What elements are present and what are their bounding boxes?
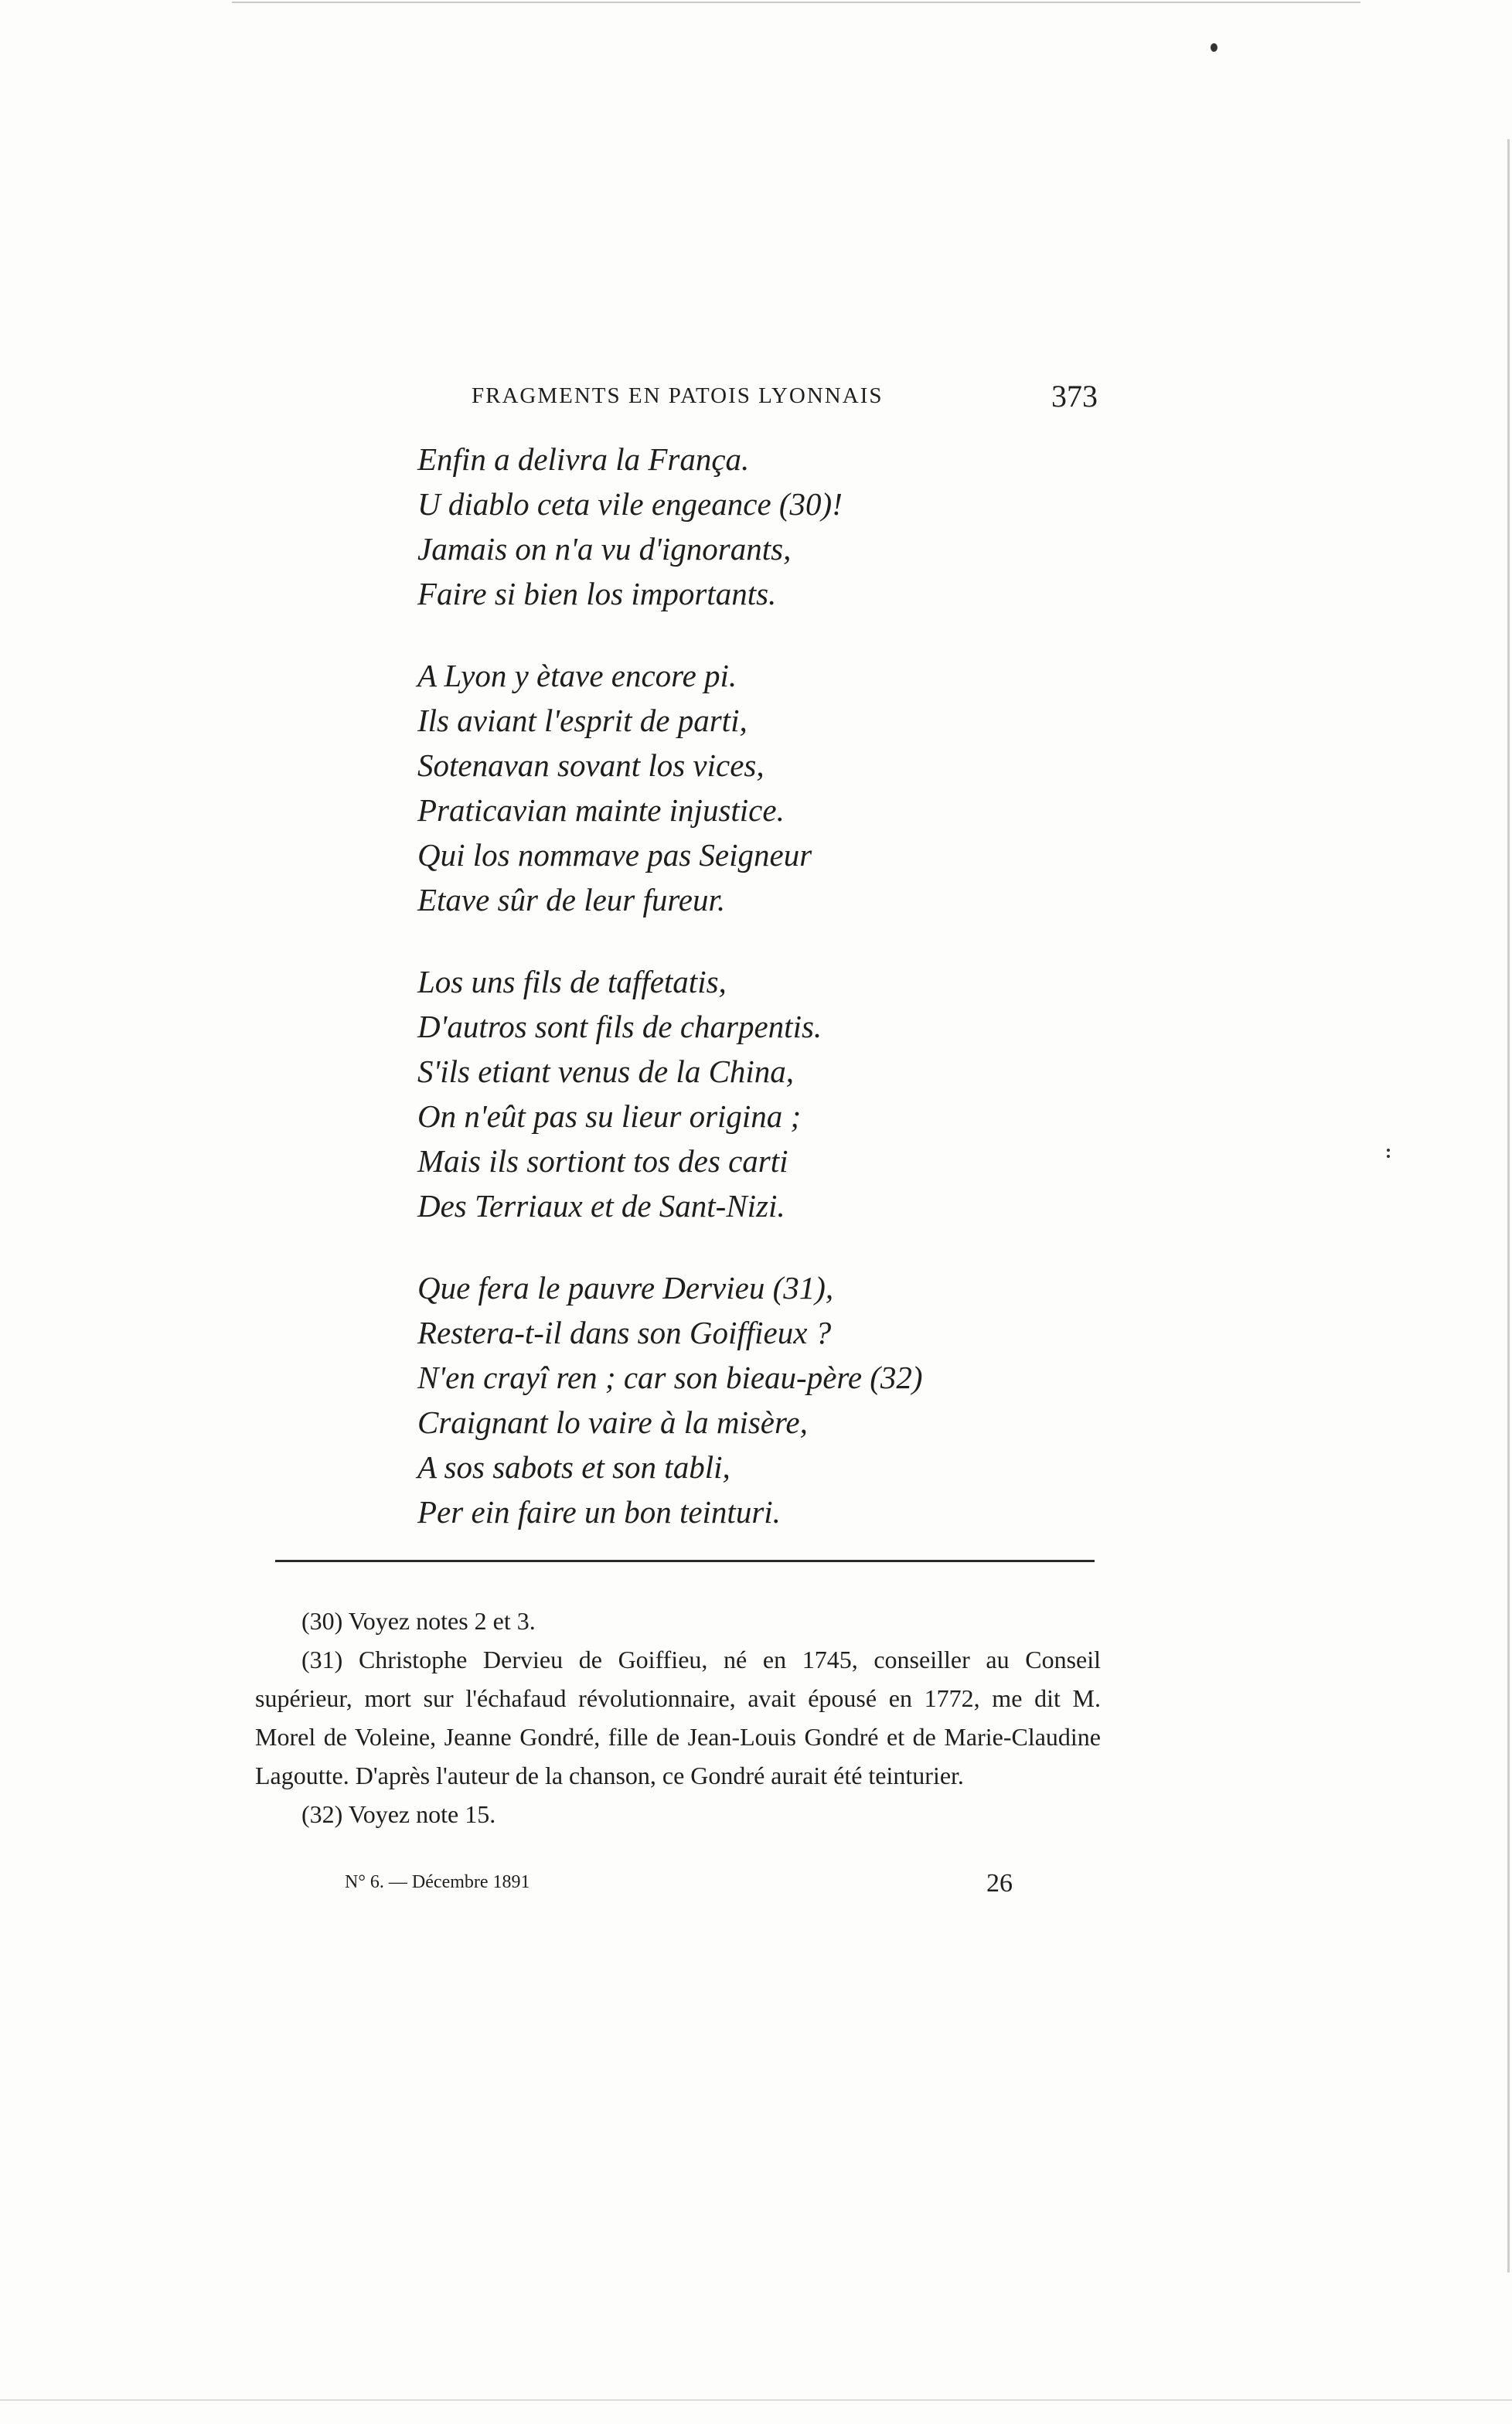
verse-line: Que fera le pauvre Dervieu (31), xyxy=(417,1270,834,1306)
verse-line: Des Terriaux et de Sant-Nizi. xyxy=(417,1188,785,1224)
footnotes xyxy=(255,1602,1101,1833)
verse-line: S'ils etiant venus de la China, xyxy=(417,1054,795,1089)
verse-line: Mais ils sortiont tos des carti xyxy=(417,1143,788,1179)
stanza xyxy=(417,1265,923,1534)
stanza xyxy=(417,959,923,1228)
verse-line: Craignant lo vaire à la misère, xyxy=(417,1404,808,1440)
scan-edge-top xyxy=(232,2,1360,3)
verse-line: Per ein faire un bon teinturi. xyxy=(417,1494,781,1530)
scan-edge-right xyxy=(1507,139,1510,2272)
scan-speck xyxy=(1211,43,1217,52)
verse-line: On n'eût pas su lieur origina ; xyxy=(417,1098,802,1134)
verse-line: Praticavian mainte injustice. xyxy=(417,792,785,828)
verse-line: A sos sabots et son tabli, xyxy=(417,1449,730,1485)
poem xyxy=(417,437,923,1534)
verse-line: Etave sûr de leur fureur. xyxy=(417,882,726,918)
footnote-32: (32) Voyez note 15. xyxy=(301,1800,496,1828)
verse-line: Faire si bien los importants. xyxy=(417,576,777,611)
scan-speck xyxy=(1387,1149,1390,1152)
footnote-separator xyxy=(275,1560,1095,1562)
issue-line: N° 6. — Décembre 1891 xyxy=(345,1872,530,1892)
footnote-31: (31) Christophe Dervieu de Goiffieu, né en 1745, conseiller au Conseil supérieur, mort sur l'échafaud révolutionnaire, avait épousé en 1772, me dit M. Morel de Voleine, Jeanne Gondré, fille de Jean-Louis Gondré et de Marie-Claudine Lagoutte. D'après l'auteur de la chanson, ce Gondré aurait été teinturier. xyxy=(255,1646,1101,1789)
verse-line: Jamais on n'a vu d'ignorants, xyxy=(417,531,792,567)
stanza xyxy=(417,437,923,616)
stanza xyxy=(417,653,923,922)
scan-speck xyxy=(1387,1155,1390,1158)
running-title: FRAGMENTS EN PATOIS LYONNAIS xyxy=(472,383,884,408)
verse-line: N'en crayî ren ; car son bieau-père (32) xyxy=(417,1360,923,1395)
verse-line: Ils aviant l'esprit de parti, xyxy=(417,703,747,738)
scan-edge-bottom xyxy=(0,2399,1512,2401)
verse-line: Restera-t-il dans son Goiffieux ? xyxy=(417,1315,832,1350)
verse-line: Enfin a delivra la França. xyxy=(417,441,750,477)
verse-line: U diablo ceta vile engeance (30)! xyxy=(417,486,843,522)
verse-line: A Lyon y ètave encore pi. xyxy=(417,658,737,693)
signature-mark: 26 xyxy=(986,1869,1013,1898)
verse-line: D'autros sont fils de charpentis. xyxy=(417,1009,822,1044)
verse-line: Sotenavan sovant los vices, xyxy=(417,747,765,783)
footnote-30: (30) Voyez notes 2 et 3. xyxy=(301,1607,536,1635)
page-number: 373 xyxy=(1051,379,1098,414)
verse-line: Qui los nommave pas Seigneur xyxy=(417,837,812,873)
verse-line: Los uns fils de taffetatis, xyxy=(417,964,727,999)
